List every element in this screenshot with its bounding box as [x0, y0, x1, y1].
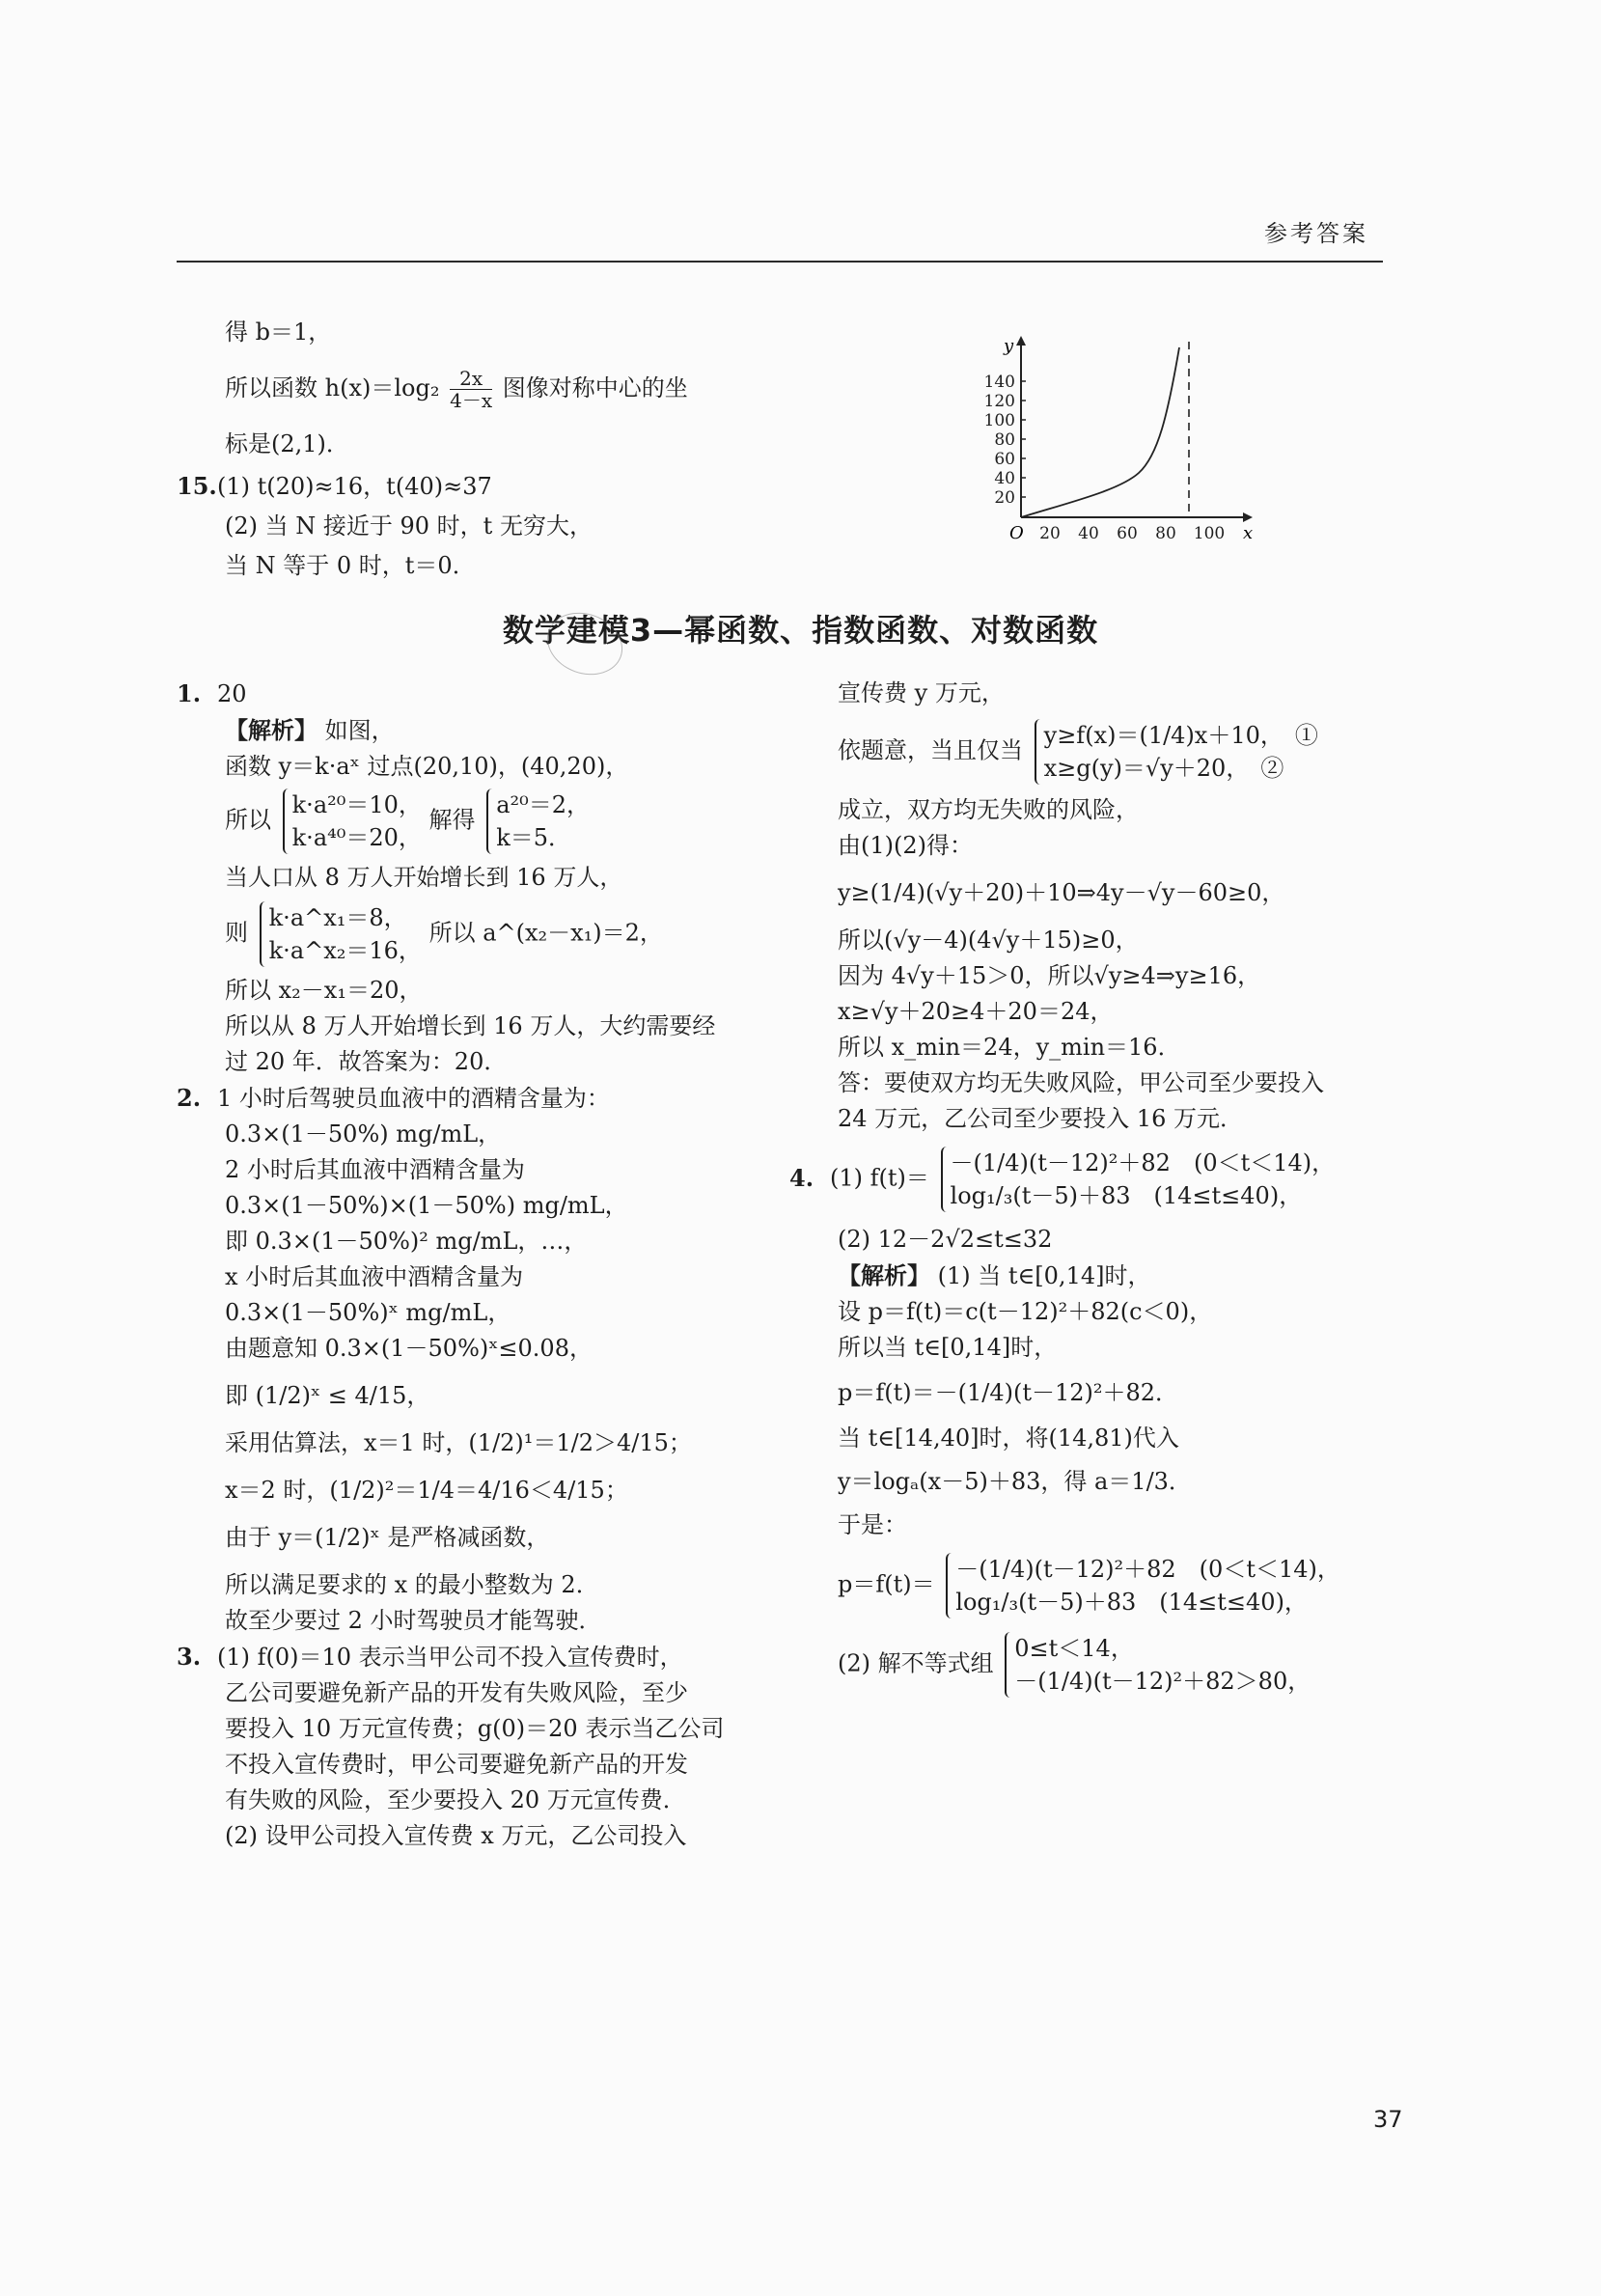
text-line: 0.3×(1－50%)×(1－50%) mg/mL，	[225, 1192, 628, 1219]
x-tick-label: 40	[1078, 524, 1099, 543]
text-line: 所以 x_min＝24，y_min＝16．	[838, 1034, 1181, 1061]
text-fragment: 图像对称中心的坐	[502, 374, 688, 401]
text-line: 24 万元，乙公司至少要投入 16 万元．	[838, 1105, 1243, 1132]
right-column	[789, 676, 1397, 1711]
piece: －(1/4)(t－12)²＋82 (0＜t＜14)，	[950, 1149, 1336, 1176]
text-line: 所以从 8 万人开始增长到 16 万人，大约需要经	[225, 1012, 716, 1039]
text-fragment: 所以函数 h(x)＝log₂	[225, 374, 440, 401]
y-axis-arrow	[1016, 336, 1026, 346]
question-number: 3.	[177, 1643, 202, 1671]
text-fragment: (1) 当 t∈[0,14]时，	[937, 1262, 1151, 1289]
text-line: (2) 12－2√2≤t≤32	[838, 1226, 1053, 1253]
text-fragment: 所以	[225, 806, 271, 834]
y-tick-label: 140	[983, 373, 1015, 392]
text-fragment: (1) f(0)＝10 表示当甲公司不投入宣传费时，	[217, 1644, 683, 1671]
y-tick-label: 20	[994, 488, 1015, 508]
text-line: 因为 4√y＋15＞0，所以√y≥4⇒y≥16，	[838, 962, 1261, 989]
text-line: 当 N 等于 0 时，t＝0．	[225, 552, 476, 579]
text-line	[838, 719, 1397, 785]
question-number: 1.	[177, 679, 202, 707]
x-axis-arrow	[1243, 512, 1253, 522]
equation: x≥g(y)＝√y＋20， ②	[1043, 755, 1284, 782]
equation-system	[260, 901, 422, 967]
analysis-tag: 【解析】	[838, 1261, 930, 1289]
y-tick-label: 100	[983, 411, 1015, 430]
text-line: x≥√y＋20≥4＋20＝24，	[838, 998, 1114, 1025]
inequality-system	[1005, 1632, 1311, 1698]
piecewise-function	[946, 1553, 1340, 1618]
header-divider	[177, 261, 1383, 263]
curve	[1021, 347, 1179, 517]
question-2	[177, 1080, 775, 1117]
text-line	[838, 1632, 1397, 1698]
text-line: 由于 y＝(1/2)ˣ 是严格减函数，	[225, 1524, 550, 1551]
text-line: 2 小时后其血液中酒精含量为	[225, 1156, 525, 1183]
equation: k·a^x₁＝8，	[268, 904, 407, 931]
text-line	[177, 901, 775, 967]
text-line: (2) 当 N 接近于 90 时，t 无穷大，	[225, 512, 593, 539]
previous-answers	[177, 315, 775, 584]
y-tick-label: 40	[994, 469, 1015, 488]
header-title: 参考答案	[1264, 220, 1368, 247]
text-line: 所以(√y－4)(4√y＋15)≥0，	[838, 927, 1139, 954]
text-line: y≥(1/4)(√y＋20)＋10⇒4y－√y－60≥0，	[838, 879, 1285, 906]
text-line: p＝f(t)＝－(1/4)(t－12)²＋82．	[838, 1379, 1179, 1406]
text-line: 答：要使双方均无失败风险，甲公司至少要投入	[838, 1069, 1324, 1096]
text-line	[838, 1553, 1397, 1618]
text-line: 得 b＝1，	[225, 318, 332, 346]
text-fragment: (1) t(20)≈16，t(40)≈37	[217, 473, 492, 500]
text-fragment: 所以 a^(x₂－x₁)＝2，	[428, 919, 663, 947]
text-fragment: 依题意，当且仅当	[838, 736, 1023, 764]
equation-system	[486, 788, 590, 854]
text-line: 有失败的风险，至少要投入 20 万元宣传费．	[225, 1786, 686, 1813]
left-column	[177, 676, 775, 1854]
text-line: x＝2 时，(1/2)²＝1/4＝4/16＜4/15；	[225, 1477, 628, 1504]
answer: 20	[217, 680, 247, 707]
text-line: 设 p＝f(t)＝c(t－12)²＋82(c＜0)，	[838, 1298, 1213, 1325]
text-line	[838, 1258, 1397, 1294]
equation: k·a^x₂＝16，	[268, 937, 422, 964]
text-line: 采用估算法，x＝1 时，(1/2)¹＝1/2＞4/15；	[225, 1429, 692, 1456]
analysis-tag: 【解析】	[225, 716, 317, 744]
question-4	[789, 1147, 1397, 1212]
piece: log₁/₃(t－5)＋83 (14≤t≤40)，	[955, 1589, 1308, 1616]
text-line: 即 (1/2)ˣ ≤ 4/15，	[225, 1382, 430, 1409]
text-fragment: 如图，	[324, 717, 395, 744]
question-1	[177, 676, 775, 712]
text-line: 当 t∈[14,40]时，将(14,81)代入	[838, 1425, 1179, 1452]
text-line: 所以满足要求的 x 的最小整数为 2．	[225, 1571, 599, 1598]
text-line: 过 20 年．故答案为：20．	[225, 1048, 508, 1075]
text-line: 不投入宣传费时，甲公司要避免新产品的开发	[225, 1751, 688, 1778]
y-tick-label: 80	[994, 430, 1015, 450]
piece: －(1/4)(t－12)²＋82 (0＜t＜14)，	[955, 1556, 1340, 1583]
text-line: 0.3×(1－50%) mg/mL，	[225, 1120, 502, 1148]
x-tick-label: 60	[1117, 524, 1138, 543]
y-tick-label: 60	[994, 450, 1015, 469]
equation: k·a²⁰＝10，	[291, 791, 422, 818]
fraction	[450, 368, 492, 411]
y-axis-label: y	[1004, 336, 1014, 356]
question-number: 2.	[177, 1084, 202, 1112]
question-number: 4.	[789, 1163, 814, 1192]
origin-label: O	[1009, 523, 1024, 543]
fraction-numerator: 2x	[459, 367, 483, 390]
text-fragment: (2) 解不等式组	[838, 1649, 994, 1677]
text-fragment: (1) f(t)＝	[830, 1164, 929, 1192]
text-line	[177, 368, 775, 411]
text-line: 成立，双方均无失败的风险，	[838, 796, 1139, 823]
text-line: 标是(2,1)．	[225, 430, 349, 457]
text-line: 所以 x₂－x₁＝20，	[225, 977, 423, 1004]
page-number: 37	[1373, 2106, 1403, 2133]
inequality: －(1/4)(t－12)²＋82＞80，	[1014, 1668, 1311, 1695]
text-line: 0.3×(1－50%)ˣ mg/mL，	[225, 1299, 511, 1326]
question-15	[177, 468, 775, 505]
x-tick-label: 20	[1039, 524, 1061, 543]
inequality: 0≤t＜14，	[1014, 1635, 1134, 1662]
text-line: 当人口从 8 万人开始增长到 16 万人，	[225, 864, 623, 891]
text-line: 要投入 10 万元宣传费；g(0)＝20 表示当乙公司	[225, 1715, 725, 1742]
piece: log₁/₃(t－5)＋83 (14≤t≤40)，	[950, 1182, 1303, 1209]
text-line: 于是：	[838, 1511, 907, 1538]
question-3	[177, 1639, 775, 1675]
text-line: x 小时后其血液中酒精含量为	[225, 1263, 524, 1290]
text-line: 由题意知 0.3×(1－50%)ˣ≤0.08，	[225, 1335, 593, 1362]
equation: y≥f(x)＝(1/4)x＋10， ①	[1043, 722, 1318, 749]
text-line: (2) 设甲公司投入宣传费 x 万元，乙公司投入	[225, 1822, 687, 1849]
text-line	[177, 712, 775, 749]
equation-system	[283, 788, 422, 854]
equation: a²⁰＝2，	[496, 791, 591, 818]
text-fragment: 则	[225, 919, 248, 947]
x-axis-label: x	[1243, 523, 1254, 543]
text-line: 函数 y＝k·aˣ 过点(20,10)，(40,20)，	[225, 753, 629, 780]
function-graph	[975, 328, 1264, 545]
text-line: y＝logₐ(x－5)＋83，得 a＝1/3．	[838, 1468, 1192, 1495]
equation-system	[1035, 719, 1318, 785]
text-fragment: 解得	[428, 806, 476, 834]
fraction-denominator: 4－x	[450, 389, 493, 412]
text-line: 乙公司要避免新产品的开发有失败风险，至少	[225, 1679, 688, 1706]
piecewise-function	[941, 1147, 1336, 1212]
text-line	[177, 788, 775, 854]
question-number: 15.	[177, 472, 217, 500]
text-line: 由(1)(2)得：	[838, 832, 973, 859]
text-line: 所以当 t∈[0,14]时，	[838, 1334, 1058, 1361]
equation: k＝5．	[496, 824, 571, 851]
equation: k·a⁴⁰＝20，	[291, 824, 422, 851]
section-title: 数学建模3—幂函数、指数函数、对数函数	[502, 612, 1099, 649]
x-tick-label: 80	[1155, 524, 1176, 543]
y-tick-label: 120	[983, 392, 1015, 411]
x-tick-label: 100	[1193, 524, 1226, 543]
text-line: 即 0.3×(1－50%)² mg/mL，…，	[225, 1228, 588, 1255]
text-fragment: p＝f(t)＝	[838, 1570, 935, 1598]
text-line: 故至少要过 2 小时驾驶员才能驾驶．	[225, 1607, 602, 1634]
text-line: 宣传费 y 万元，	[838, 679, 1005, 706]
text-fragment: 1 小时后驾驶员血液中的酒精含量为：	[217, 1085, 610, 1112]
